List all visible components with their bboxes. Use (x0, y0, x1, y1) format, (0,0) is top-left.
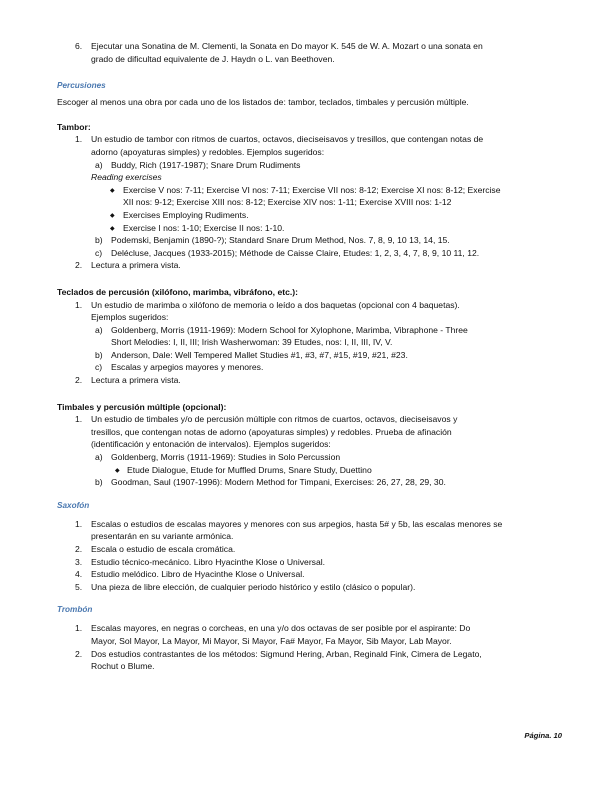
list-item-continuation (57, 635, 562, 648)
item-number: 2. (75, 648, 83, 659)
list-item-continuation (57, 53, 562, 66)
list-item-continuation (57, 530, 562, 543)
item-text: Estudio técnico-mecánico. Libro Hyacinthe Klose o Universal. (91, 556, 326, 567)
diamond-bullet-icon: ◆ (110, 225, 115, 232)
item-text: Ejecutar una Sonatina de M. Clementi, la Sonata en Do mayor K. 545 de W. A. Mozart o una sonata en (91, 41, 483, 51)
list-item (57, 568, 562, 581)
item-number: 4. (75, 569, 83, 580)
list-item (57, 299, 562, 312)
sub-item-text: Anderson, Dale: Well Tempered Mallet Studies #1, #3, #7, #15, #19, #21, #23. (111, 349, 408, 360)
reading-exercises-label: Reading exercises (91, 172, 162, 183)
bullet-text: Etude Dialogue, Etude for Muffled Drums, Snare Study, Duettino (127, 464, 372, 475)
sub-item-text: Buddy, Rich (1917-1987); Snare Drum Rudiments (111, 159, 301, 170)
section-heading-percusiones: Percusiones (57, 81, 106, 91)
trombon-list (57, 622, 562, 672)
sub-item-label: b) (95, 477, 103, 488)
item-number: 1. (75, 299, 83, 310)
saxofon-list (57, 518, 562, 594)
bullet-text: Exercise I nos: 1-10; Exercise II nos: 1-10. (123, 222, 285, 233)
sub-item-label: a) (95, 452, 103, 463)
list-item (57, 40, 562, 53)
sub-item-text: Goldenberg, Morris (1911-1969): Studies in Solo Percussion (111, 452, 341, 463)
item-number: 2. (75, 375, 83, 386)
item-text: Ejemplos sugeridos: (91, 312, 169, 323)
bullet-item (57, 184, 562, 197)
item-text: adorno (apoyaturas simples) y redobles. Ejemplos sugeridos: (91, 146, 325, 157)
sub-item-text: Goldenberg, Morris (1911-1969): Modern School for Xylophone, Marimba, Vibraphone - Three (111, 324, 468, 335)
sub-item (57, 476, 562, 489)
list-item (57, 543, 562, 556)
list-item (57, 556, 562, 569)
sub-item-text: Delécluse, Jacques (1933-2015); Méthode de Caisse Claire, Etudes: 1, 2, 3, 4, 7, 8, 9, 10 11, 12. (111, 247, 480, 258)
item-text: grado de dificultad equivalente de J. Haydn o L. van Beethoven. (91, 53, 335, 64)
list-item (57, 518, 562, 531)
item-number: 1. (75, 623, 83, 634)
item-text: Un estudio de timbales y/o de percusión múltiple con ritmos de cuartos, octavos, dieciseisavos y (91, 414, 458, 425)
sub-item-label: a) (95, 324, 103, 335)
subheading-teclados: Teclados de percusión (xilófono, marimba, vibráfono, etc.): (57, 286, 298, 297)
diamond-bullet-icon: ◆ (110, 212, 115, 219)
item-text: Estudio melódico. Libro de Hyacinthe Klose o Universal. (91, 569, 305, 580)
list-item-continuation (57, 660, 562, 673)
item-text: Lectura a primera vista. (91, 260, 181, 271)
diamond-bullet-icon: ◆ (115, 467, 120, 474)
item-text: Un estudio de tambor con ritmos de cuartos, octavos, dieciseisavos y tresillos, que contengan notas de (91, 134, 484, 145)
bullet-item (57, 464, 562, 477)
list-item-continuation (57, 146, 562, 159)
list-item (57, 622, 562, 635)
list-item (57, 259, 562, 272)
sub-item (57, 159, 562, 172)
item-text: Escalas mayores, en negras o corcheas, en una y/o dos octavas de ser posible por el aspirante: Do (91, 623, 471, 634)
list-item (57, 648, 562, 661)
item-number: 2. (75, 544, 83, 554)
document-body (57, 40, 562, 673)
item-text: tresillos, que contengan notas de adorno (apoyaturas simples) y redobles. Prueba de afinación (91, 426, 452, 437)
page-number: Página. 10 (524, 731, 562, 740)
sub-item-label: c) (95, 247, 103, 258)
item-text: Mayor, Sol Mayor, La Mayor, Mi Mayor, Si Mayor, Fa# Mayor, Fa Mayor, Sib Mayor, Lab Mayor. (91, 635, 452, 646)
list-item (57, 413, 562, 426)
list-item-continuation (57, 311, 562, 324)
list-item (57, 133, 562, 146)
item-text: Una pieza de libre elección, de cualquier periodo histórico y estilo (clásico o popular). (91, 581, 416, 592)
bullet-item (57, 209, 562, 222)
sub-item-text: Goodman, Saul (1907-1996): Modern Method for Timpani, Exercises: 26, 27, 28, 29, 30. (111, 477, 446, 488)
item-text: Escalas o estudios de escalas mayores y menores con sus arpegios, hasta 5# y 5b, las escalas menores se (91, 518, 503, 529)
list-item-continuation (57, 438, 562, 451)
sub-item-label: b) (95, 349, 103, 360)
item-number: 2. (75, 260, 83, 271)
bullet-text: Exercises Employing Rudiments. (123, 209, 249, 220)
subheading-tambor: Tambor: (57, 121, 91, 132)
sub-item-text: Escalas y arpegios mayores y menores. (111, 362, 264, 373)
item-text: presentarán en su variante armónica. (91, 531, 234, 542)
sub-item-continuation (57, 336, 562, 349)
list-item (57, 581, 562, 594)
bullet-item (57, 222, 562, 235)
list-item-continuation (57, 426, 562, 439)
item-number: 6. (75, 41, 83, 51)
sub-item (57, 349, 562, 362)
list-item (57, 374, 562, 387)
section-heading-saxofon: Saxofón (57, 500, 90, 510)
sub-item (57, 451, 562, 464)
section-heading-trombon: Trombón (57, 605, 93, 615)
sub-item (57, 247, 562, 260)
item-text: Rochut o Blume. (91, 661, 155, 672)
section-intro: Escoger al menos una obra por cada uno de los listados de: tambor, teclados, timbales y percusión múltiple. (57, 97, 469, 108)
item-text: Lectura a primera vista. (91, 375, 181, 386)
sub-item-text: Short Melodies: I, II, III; Irish Washerwoman: 39 Etudes, nos: I, II, III, IV, V. (111, 337, 393, 348)
item-number: 5. (75, 581, 83, 592)
sub-item-text: Podemski, Benjamin (1890-?); Standard Snare Drum Method, Nos. 7, 8, 9, 10 13, 14, 15. (111, 235, 450, 246)
item-text: Dos estudios contrastantes de los métodos: Sigmund Hering, Arban, Reginald Fink, Cimera de Legato, (91, 648, 482, 659)
sub-item (57, 324, 562, 337)
bullet-text: Exercise V nos: 7-11; Exercise VI nos: 7-11; Exercise VII nos: 8-12; Exercise XI nos: 8-12; Exercise (123, 184, 501, 195)
sub-item-label: b) (95, 235, 103, 246)
item-number: 1. (75, 134, 83, 145)
item-text: Un estudio de marimba o xilófono de memoria o leído a dos baquetas (opcional con 4 baquetas). (91, 299, 460, 310)
item-number: 3. (75, 556, 83, 567)
bullet-item-continuation (57, 196, 562, 209)
diamond-bullet-icon: ◆ (110, 187, 115, 194)
item-number: 1. (75, 518, 83, 529)
subheading-timbales: Timbales y percusión múltiple (opcional): (57, 401, 227, 412)
item-number: 1. (75, 414, 83, 425)
sub-item (57, 234, 562, 247)
sub-item-label: a) (95, 159, 103, 170)
item-text: Escala o estudio de escala cromática. (91, 544, 236, 554)
sub-item-label: c) (95, 362, 103, 373)
bullet-text: XII nos: 9-12; Exercise XIII nos: 8-12; Exercise XIV nos: 1-11; Exercise XVIII nos: 1-12 (123, 197, 452, 208)
item-text: (identificación y entonación de intervalos). Ejemplos sugeridos: (91, 439, 331, 450)
sub-item (57, 361, 562, 374)
